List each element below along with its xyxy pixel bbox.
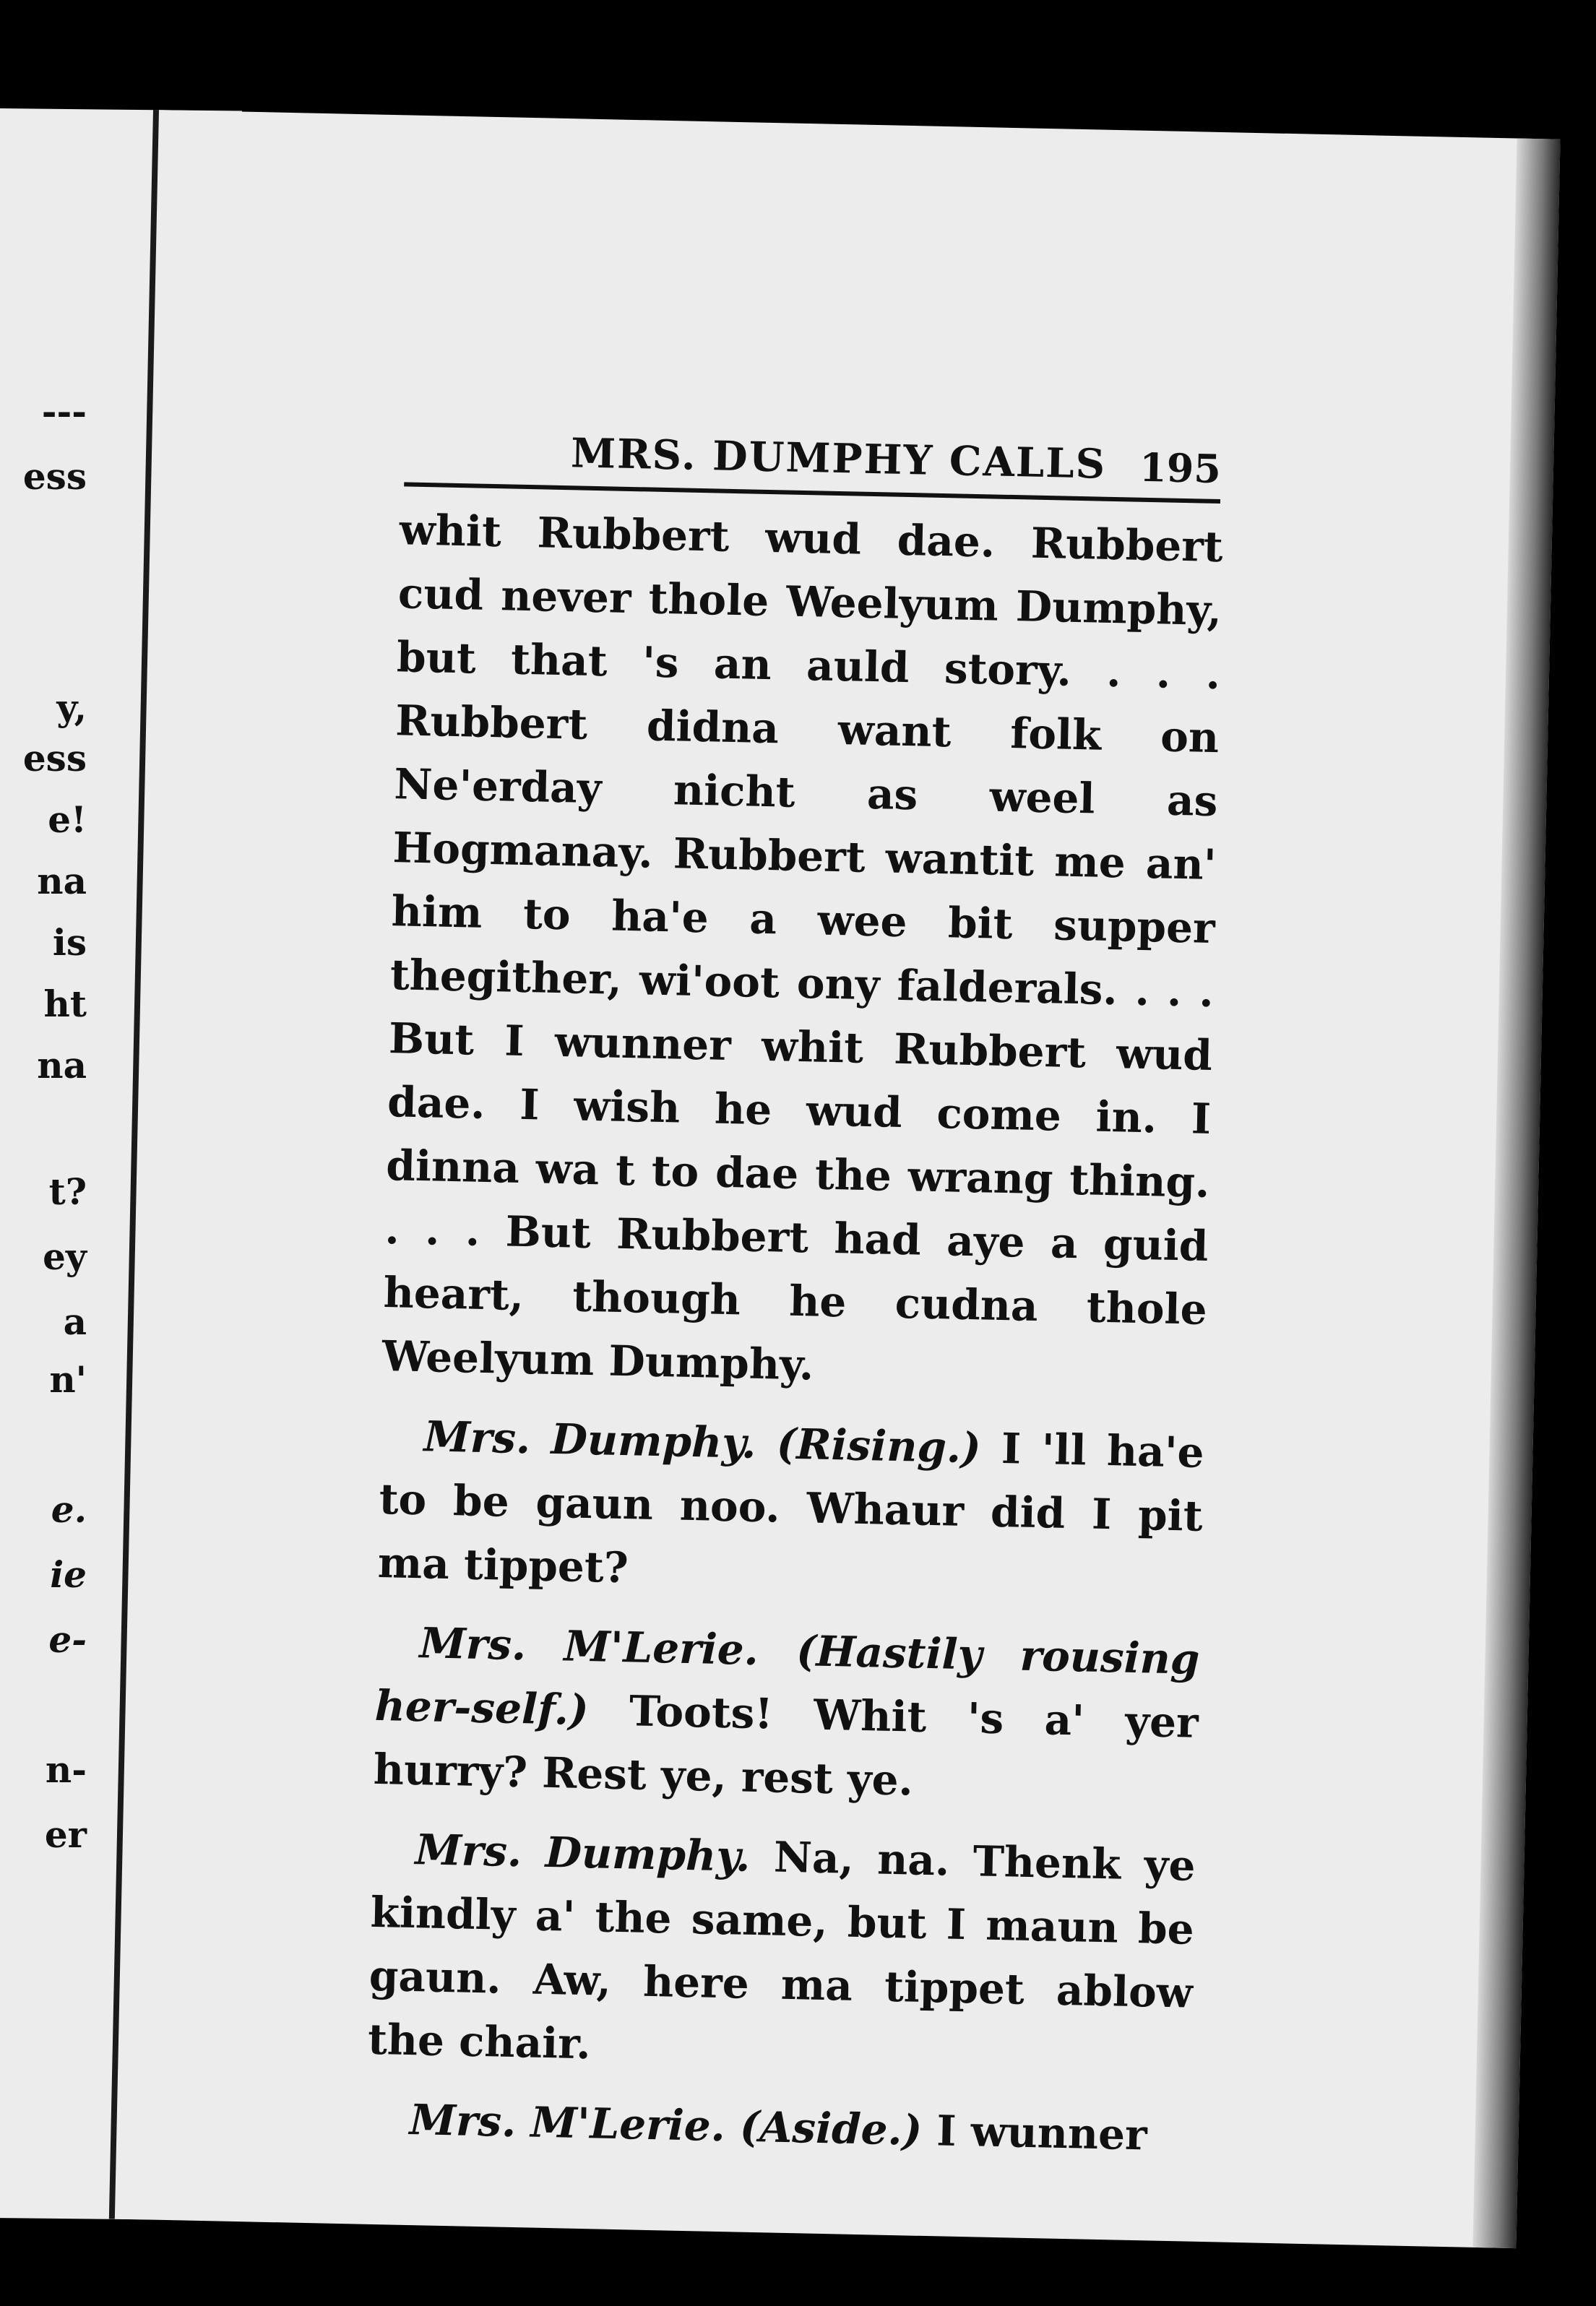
edge-line: ie <box>50 1553 87 1596</box>
speaker-name: Mrs. Dumphy. <box>414 1825 751 1881</box>
paragraph <box>373 1610 1200 1818</box>
edge-line: er <box>44 1813 87 1856</box>
edge-line: n' <box>49 1358 87 1401</box>
stage-direction: (Aside.) <box>739 2102 923 2155</box>
speaker-name: Mrs. Dumphy. <box>423 1412 757 1468</box>
edge-line: t? <box>48 1170 87 1213</box>
body-text <box>365 498 1223 2183</box>
speaker-name: Mrs. M'Lerie. <box>418 1618 759 1675</box>
paragraph-text: whit Rubbert wud dae. Rubbert cud never thole Weelyum Dumphy, but that 's an auld story. . . . Rubbert didna want folk on Ne'erday nicht as weel as Hogmanay. Rubbert wantit me an' him to ha'e a wee bit supper thegither, wi'oot ony falderals. . . . But I wunner whit Rubbert wud dae. I wish he wud come in. I dinna wa t to dae the wrang thing. . . . But Rubbert had aye a guid heart, though he cudna thole Weelyum Dumphy. <box>381 505 1224 1390</box>
paragraph <box>366 2087 1191 2168</box>
paragraph-text: Na, na. Thenk ye kindly a' the same, but I maun be gaun. Aw, here ma tippet ablow the chair. <box>367 1832 1196 2069</box>
edge-line: ht <box>43 983 87 1025</box>
stage-direction: (Hastily rousing her-self.) <box>374 1626 1201 1735</box>
edge-line: ey <box>43 1235 87 1278</box>
paragraph <box>367 1817 1196 2089</box>
edge-line: na <box>37 860 87 902</box>
paragraph <box>381 498 1224 1405</box>
edge-line: na <box>37 1044 87 1087</box>
edge-line: n- <box>45 1748 87 1791</box>
edge-line: --- <box>41 390 87 433</box>
page-edge <box>1472 139 1560 2249</box>
edge-line: ess <box>22 455 87 498</box>
book-page <box>109 110 1561 2248</box>
paragraph-text: I wunner <box>936 2106 1148 2160</box>
stage-direction: (Rising.) <box>776 1419 982 1473</box>
edge-line: y, <box>56 686 87 729</box>
speaker-name: Mrs. M'Lerie. <box>409 2095 726 2151</box>
paragraph <box>377 1404 1204 1612</box>
page-header <box>404 426 1222 508</box>
page-number: 195 <box>1139 444 1222 493</box>
edge-line: a <box>63 1300 87 1343</box>
edge-line: e! <box>48 798 87 841</box>
edge-line: is <box>52 921 87 964</box>
paragraph-text: Toots! Whit 's a' yer hurry? Rest ye, rest ye. <box>373 1686 1199 1805</box>
edge-line: ess <box>22 737 87 780</box>
paragraph-text: I 'll ha'e to be gaun noo. Whaur did I pit ma tippet? <box>377 1424 1205 1593</box>
running-title: MRS. DUMPHY CALLS <box>570 429 1107 488</box>
edge-line: e- <box>48 1618 87 1661</box>
edge-line: e. <box>51 1488 87 1531</box>
